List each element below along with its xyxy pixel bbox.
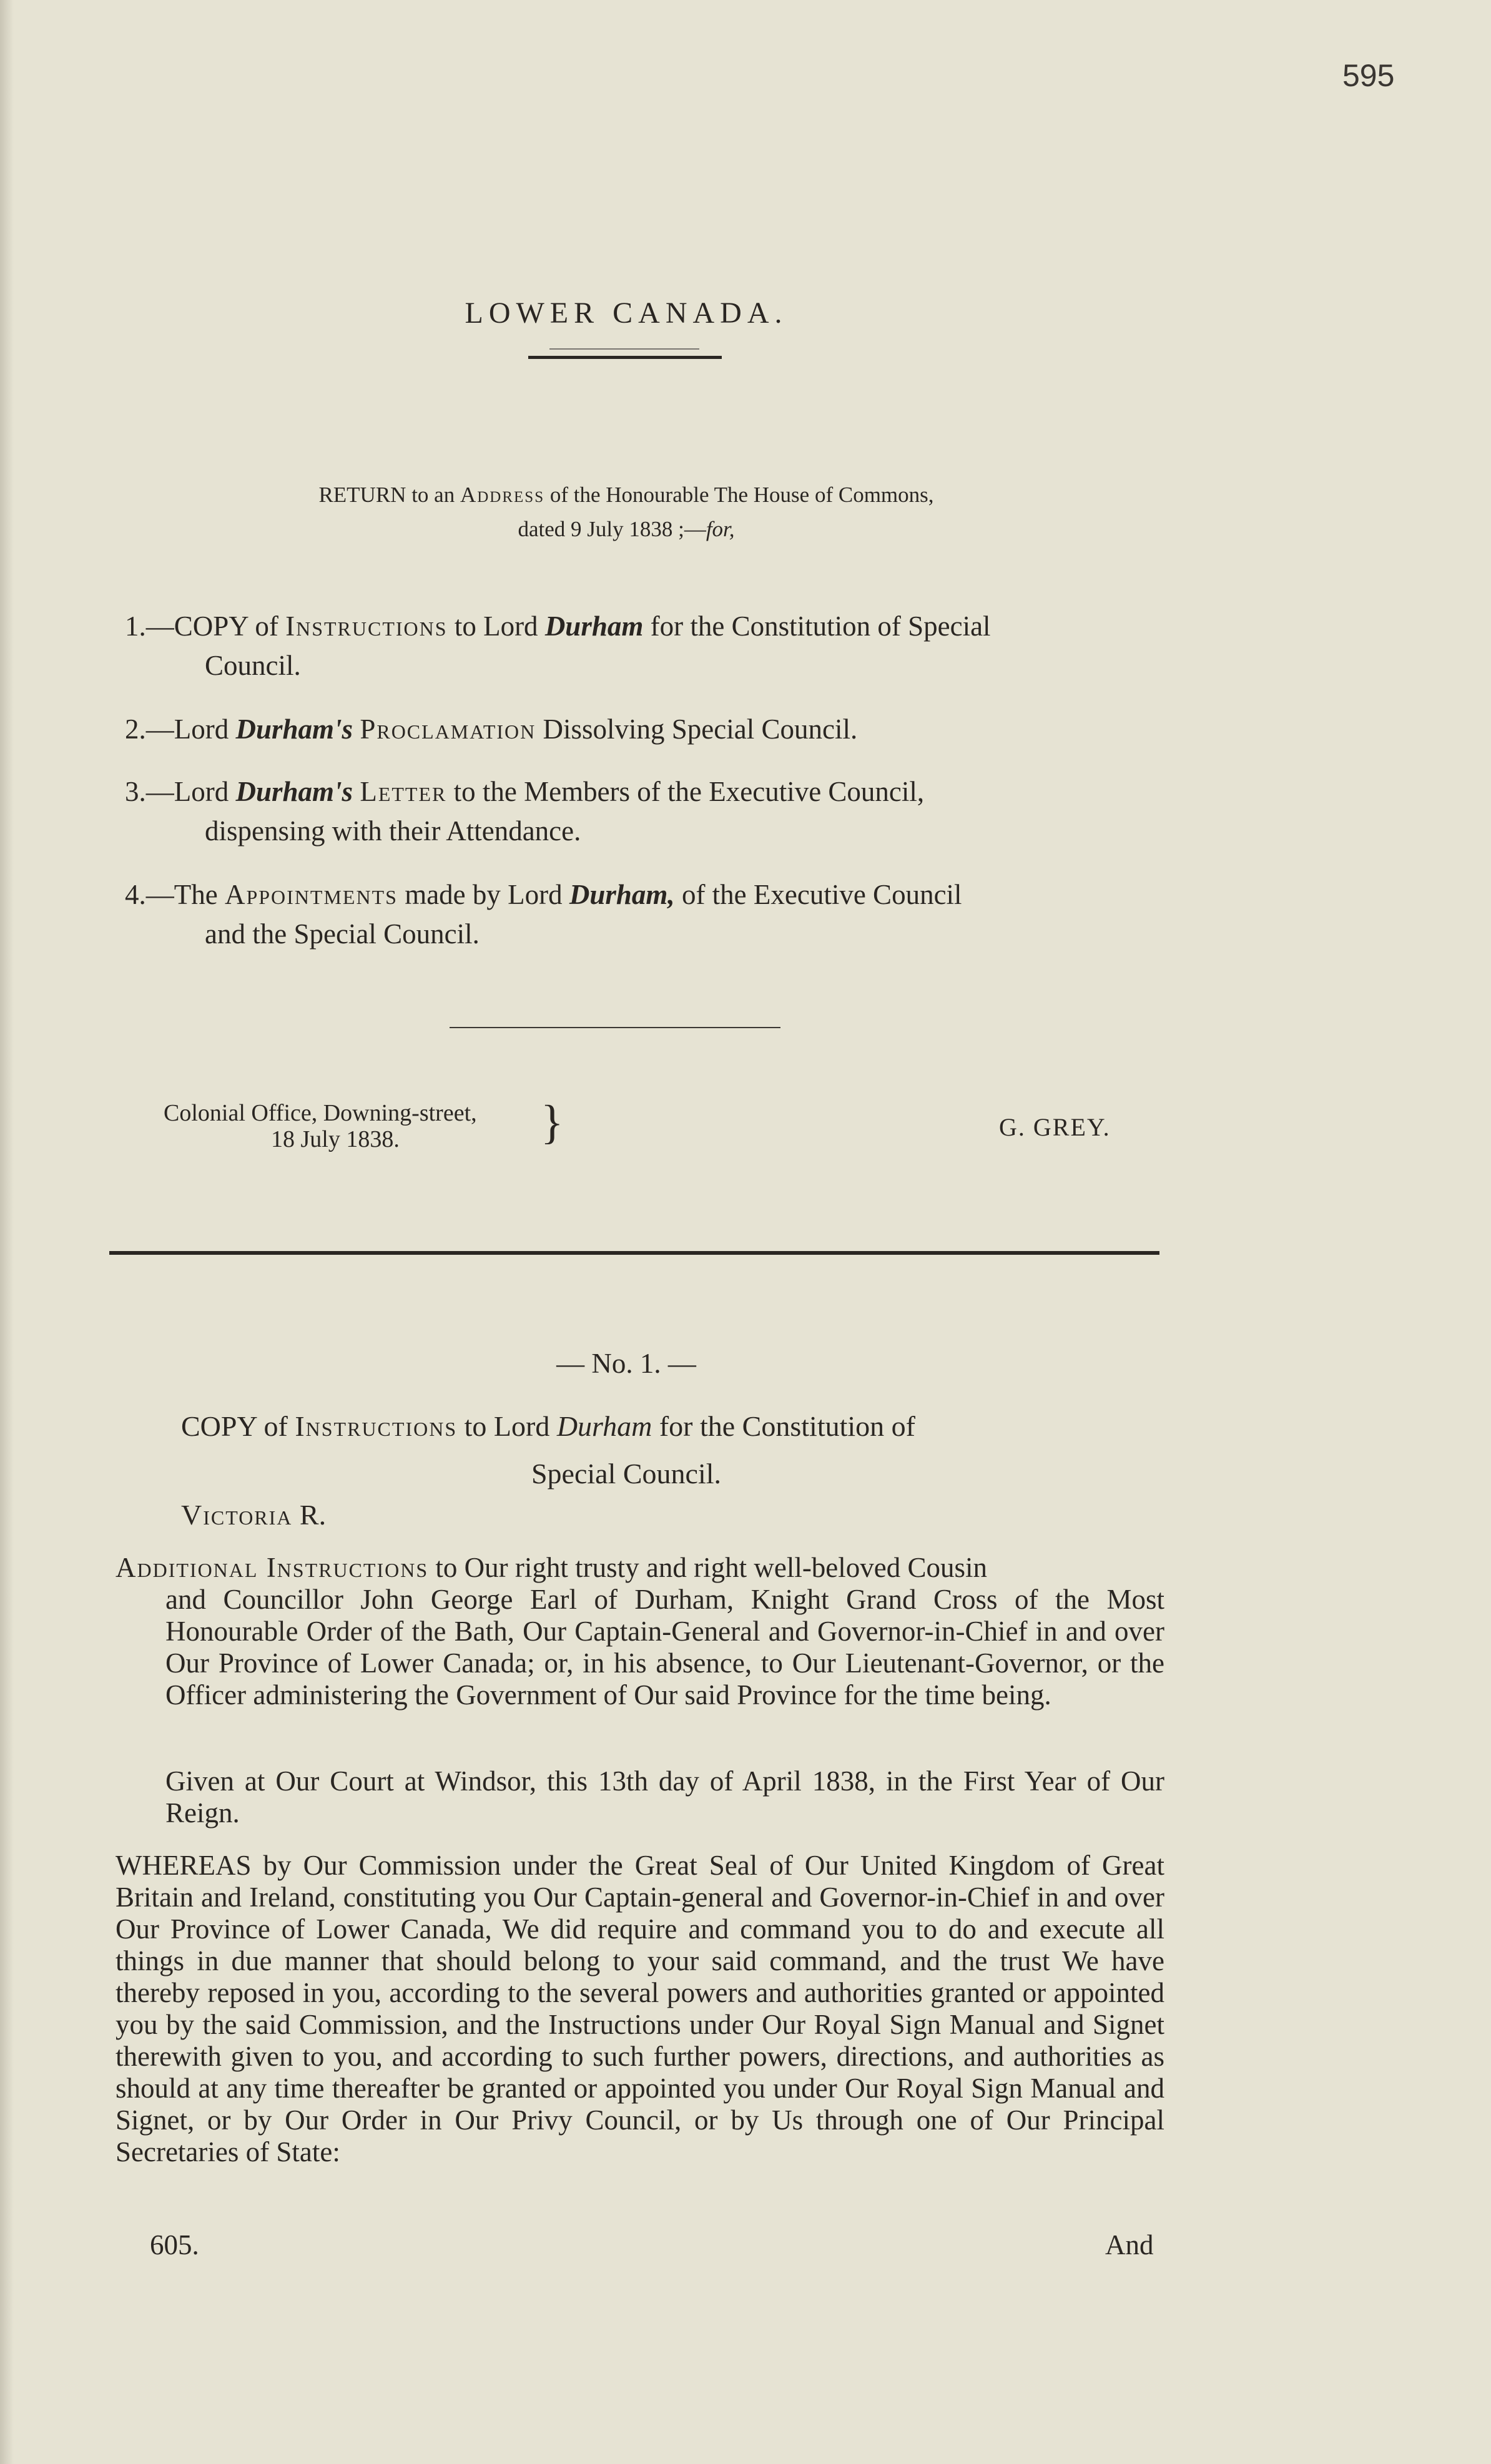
return-address-line1 bbox=[0, 478, 1252, 513]
list-item-1: 1.—COPY of Instructions to Lord Durham for the Constitution of Special Council. bbox=[125, 607, 1143, 685]
return-date: dated 9 July 1838 ;— bbox=[518, 517, 706, 541]
list-item-2: 2.—Lord Durham's Proclamation Dissolving Special Council. bbox=[125, 714, 858, 745]
return-word: RETURN bbox=[318, 483, 406, 507]
title-rule-thin bbox=[549, 348, 699, 350]
return-for: for, bbox=[706, 517, 735, 541]
page-number: 595 bbox=[1342, 58, 1395, 93]
whereas-paragraph: WHEREAS by Our Commission under the Great Seal of Our United Kingdom of Great Britain and Ireland, constituting you Our Captain-general and Governor-in-Chief in and over Our Province of Lower Canada, We did require and command you to do and execute all things in due manner that should belong to your said command, and the trust We have thereby reposed in you, according to the several powers and authorities granted or appointed you by the said Commission, and the Instructions under Our Royal Sign Manual and Signet therewith given to you, and according to such further powers, directions, and authorities as should at any time thereafter be granted or appointed you under Our Royal Sign Manual and Signet, or by Our Order in Our Privy Council, or by Us through one of Our Principal Secretaries of State: bbox=[116, 1850, 1164, 2167]
victoria-r: Victoria R. bbox=[181, 1499, 327, 1531]
list-item-4-continuation: and the Special Council. bbox=[205, 918, 480, 950]
copy-heading-line2: Special Council. bbox=[531, 1458, 722, 1490]
additional-instructions-body: and Councillor John George Earl of Durham, Knight Grand Cross of the Most Honourable Order of the Bath, Our Captain-General and Governor-in-Chief in and over Our Province of Lower Canada; or, in his absence, to Our Lieutenant-Governor, or the Officer administering the Government of Our said Province for the time being. bbox=[165, 1584, 1164, 1711]
section-divider bbox=[450, 1027, 780, 1028]
list-item-3: 3.—Lord Durham's Letter to the Members of the Executive Council, dispensing with their Attendance. bbox=[125, 772, 1143, 851]
additional-instructions-paragraph: Additional Instructions to Our right trusty and right well-beloved Cousin and Councillor John George Earl of Durham, Knight Grand Cross of the Most Honourable Order of the Bath, Our Captain-General and Governor-in-Chief in and over Our Province of Lower Canada; or, in his absence, to Our Lieutenant-Governor, or the Officer administering the Government of Our said Province for the time being. bbox=[116, 1552, 1164, 1711]
full-width-rule bbox=[109, 1251, 1159, 1255]
title-rule bbox=[528, 356, 722, 359]
return-address-word: Address bbox=[460, 483, 545, 507]
given-at-court-paragraph: Given at Our Court at Windsor, this 13th day of April 1838, in the First Year of Our Reign. bbox=[165, 1765, 1164, 1828]
document-title: LOWER CANADA. bbox=[465, 297, 788, 330]
list-item-1-continuation: Council. bbox=[205, 650, 301, 681]
section-number: — No. 1. — bbox=[556, 1348, 696, 1379]
copy-heading-line1: COPY of Instructions to Lord Durham for the Constitution of bbox=[181, 1410, 915, 1442]
return-house: of the Honourable The House of Commons, bbox=[544, 483, 934, 507]
scan-edge-shadow bbox=[0, 0, 14, 2464]
office-date: 18 July 1838. bbox=[271, 1126, 400, 1152]
list-item-4: 4.—The Appointments made by Lord Durham, of the Executive Council and the Special Council. bbox=[125, 875, 1143, 954]
brace-glyph: } bbox=[541, 1096, 564, 1149]
footer-catchword: And bbox=[1105, 2229, 1154, 2260]
footer-left: 605. bbox=[150, 2229, 199, 2260]
signature-office bbox=[164, 1100, 477, 1152]
list-item-3-continuation: dispensing with their Attendance. bbox=[205, 815, 581, 847]
office-line-1: Colonial Office, Downing-street, bbox=[164, 1100, 477, 1126]
signature-name: G. GREY. bbox=[999, 1113, 1111, 1141]
return-address-line2 bbox=[0, 512, 1252, 547]
return-to: to an bbox=[406, 483, 460, 507]
